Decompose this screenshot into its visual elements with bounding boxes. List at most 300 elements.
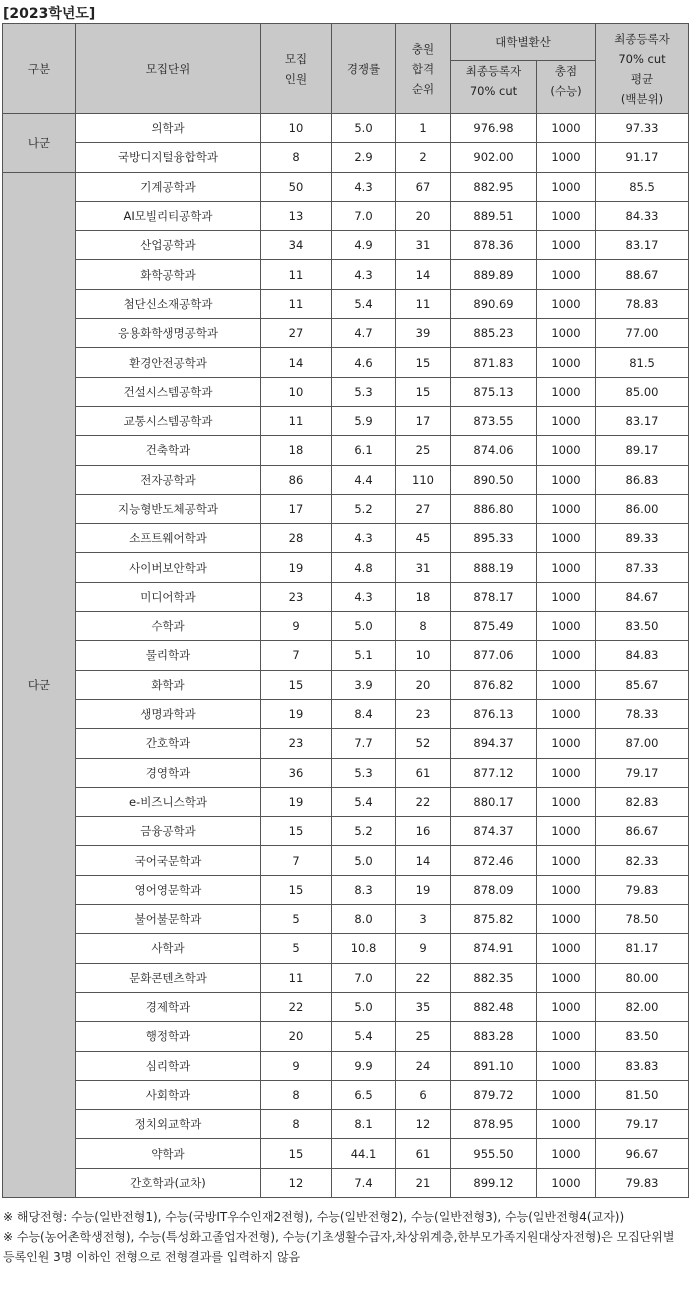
total-cell: 1000 [537,553,596,582]
rank-cell: 14 [396,260,451,289]
cut-cell: 890.50 [451,465,537,494]
rate-cell: 7.0 [332,201,396,230]
quota-cell: 86 [261,465,332,494]
table-row [3,729,689,758]
group-cell: 다군 [3,172,76,1197]
cut-cell: 876.13 [451,699,537,728]
rank-cell: 15 [396,348,451,377]
total-cell: 1000 [537,787,596,816]
cut-cell: 878.36 [451,231,537,260]
header-total: 총점 (수능) [537,61,596,114]
cut-cell: 877.12 [451,758,537,787]
pct-cell: 80.00 [596,963,689,992]
rank-cell: 27 [396,494,451,523]
quota-cell: 18 [261,436,332,465]
rate-cell: 8.4 [332,699,396,728]
cut-cell: 885.23 [451,319,537,348]
rank-cell: 10 [396,641,451,670]
pct-cell: 79.17 [596,758,689,787]
quota-cell: 5 [261,934,332,963]
rank-cell: 16 [396,817,451,846]
rate-cell: 5.2 [332,494,396,523]
quota-cell: 15 [261,817,332,846]
table-row [3,143,689,172]
cut-cell: 874.91 [451,934,537,963]
pct-cell: 77.00 [596,319,689,348]
quota-cell: 5 [261,905,332,934]
quota-cell: 9 [261,1051,332,1080]
unit-cell: 간호학과(교차) [76,1168,261,1197]
rank-cell: 8 [396,612,451,641]
pct-cell: 88.67 [596,260,689,289]
total-cell: 1000 [537,641,596,670]
cut-cell: 875.49 [451,612,537,641]
quota-cell: 8 [261,1080,332,1109]
unit-cell: 정치외교학과 [76,1110,261,1139]
quota-cell: 12 [261,1168,332,1197]
rate-cell: 5.9 [332,406,396,435]
rank-cell: 17 [396,406,451,435]
rank-cell: 24 [396,1051,451,1080]
unit-cell: 화학과 [76,670,261,699]
total-cell: 1000 [537,612,596,641]
pct-cell: 83.83 [596,1051,689,1080]
table-row [3,699,689,728]
quota-cell: 15 [261,1139,332,1168]
pct-cell: 82.00 [596,992,689,1021]
unit-cell: 기계공학과 [76,172,261,201]
cut-cell: 878.09 [451,875,537,904]
table-row [3,465,689,494]
cut-cell: 902.00 [451,143,537,172]
quota-cell: 20 [261,1022,332,1051]
rate-cell: 7.0 [332,963,396,992]
total-cell: 1000 [537,231,596,260]
table-row [3,758,689,787]
total-cell: 1000 [537,963,596,992]
table-row [3,963,689,992]
rank-cell: 20 [396,201,451,230]
quota-cell: 15 [261,670,332,699]
pct-cell: 82.33 [596,846,689,875]
rank-cell: 3 [396,905,451,934]
page-title: [2023학년도] [3,6,96,22]
quota-cell: 7 [261,846,332,875]
cut-cell: 882.35 [451,963,537,992]
quota-cell: 7 [261,641,332,670]
table-row [3,494,689,523]
total-cell: 1000 [537,934,596,963]
rate-cell: 4.4 [332,465,396,494]
total-cell: 1000 [537,348,596,377]
total-cell: 1000 [537,319,596,348]
header-rate: 경쟁률 [332,24,396,114]
unit-cell: 건축학과 [76,436,261,465]
note-1: ※ 해당전형: 수능(일반전형1), 수능(국방IT우수인재2전형), 수능(일반전형2), 수능(일반전형3), 수능(일반전형4(교자)) [3,1210,625,1224]
table-row [3,348,689,377]
quota-cell: 14 [261,348,332,377]
total-cell: 1000 [537,670,596,699]
unit-cell: 산업공학과 [76,231,261,260]
pct-cell: 85.5 [596,172,689,201]
cut-cell: 875.82 [451,905,537,934]
total-cell: 1000 [537,260,596,289]
unit-cell: 환경안전공학과 [76,348,261,377]
cut-cell: 875.13 [451,377,537,406]
pct-cell: 83.50 [596,612,689,641]
rate-cell: 8.0 [332,905,396,934]
rate-cell: 5.3 [332,377,396,406]
quota-cell: 23 [261,729,332,758]
pct-cell: 79.83 [596,1168,689,1197]
rank-cell: 25 [396,1022,451,1051]
quota-cell: 19 [261,553,332,582]
rate-cell: 7.7 [332,729,396,758]
table-row [3,201,689,230]
unit-cell: 사회학과 [76,1080,261,1109]
total-cell: 1000 [537,582,596,611]
unit-cell: 금융공학과 [76,817,261,846]
rate-cell: 3.9 [332,670,396,699]
table-body [3,114,689,1198]
rate-cell: 5.0 [332,612,396,641]
rank-cell: 9 [396,934,451,963]
rank-cell: 11 [396,289,451,318]
pct-cell: 78.50 [596,905,689,934]
unit-cell: e-비즈니스학과 [76,787,261,816]
quota-cell: 22 [261,992,332,1021]
table-row [3,172,689,201]
rate-cell: 5.4 [332,1022,396,1051]
rate-cell: 4.3 [332,582,396,611]
pct-cell: 84.67 [596,582,689,611]
total-cell: 1000 [537,114,596,143]
unit-cell: 의학과 [76,114,261,143]
table-row [3,406,689,435]
rate-cell: 6.5 [332,1080,396,1109]
total-cell: 1000 [537,494,596,523]
table-row [3,1139,689,1168]
total-cell: 1000 [537,1110,596,1139]
rate-cell: 7.4 [332,1168,396,1197]
cut-cell: 899.12 [451,1168,537,1197]
unit-cell: 영어영문학과 [76,875,261,904]
rank-cell: 21 [396,1168,451,1197]
quota-cell: 11 [261,260,332,289]
table-row [3,905,689,934]
total-cell: 1000 [537,758,596,787]
quota-cell: 11 [261,963,332,992]
unit-cell: 문화콘텐츠학과 [76,963,261,992]
pct-cell: 81.50 [596,1080,689,1109]
total-cell: 1000 [537,289,596,318]
rank-cell: 6 [396,1080,451,1109]
total-cell: 1000 [537,1051,596,1080]
rate-cell: 4.3 [332,260,396,289]
table-row [3,114,689,143]
rank-cell: 22 [396,963,451,992]
cut-cell: 955.50 [451,1139,537,1168]
quota-cell: 8 [261,143,332,172]
rank-cell: 1 [396,114,451,143]
rate-cell: 10.8 [332,934,396,963]
unit-cell: 건설시스템공학과 [76,377,261,406]
cut-cell: 891.10 [451,1051,537,1080]
pct-cell: 97.33 [596,114,689,143]
cut-cell: 976.98 [451,114,537,143]
notes [3,1207,689,1267]
table-row [3,934,689,963]
rate-cell: 5.0 [332,114,396,143]
header-final: 최종등록자 70% cut 평균 (백분위) [596,24,689,114]
unit-cell: 행정학과 [76,1022,261,1051]
total-cell: 1000 [537,992,596,1021]
header-conversion: 대학별환산 [451,24,596,61]
quota-cell: 36 [261,758,332,787]
total-cell: 1000 [537,846,596,875]
total-cell: 1000 [537,1139,596,1168]
table-row [3,1110,689,1139]
rate-cell: 5.4 [332,787,396,816]
table-row [3,612,689,641]
cut-cell: 874.37 [451,817,537,846]
rank-cell: 31 [396,553,451,582]
pct-cell: 96.67 [596,1139,689,1168]
cut-cell: 872.46 [451,846,537,875]
unit-cell: 물리학과 [76,641,261,670]
unit-cell: 간호학과 [76,729,261,758]
total-cell: 1000 [537,875,596,904]
cut-cell: 876.82 [451,670,537,699]
unit-cell: 소프트웨어학과 [76,524,261,553]
table-row [3,524,689,553]
quota-cell: 13 [261,201,332,230]
table-row [3,641,689,670]
quota-cell: 34 [261,231,332,260]
unit-cell: 국어국문학과 [76,846,261,875]
unit-cell: 화학공학과 [76,260,261,289]
unit-cell: 국방디지털융합학과 [76,143,261,172]
rank-cell: 14 [396,846,451,875]
quota-cell: 19 [261,787,332,816]
admission-results-table [2,23,689,1198]
cut-cell: 878.17 [451,582,537,611]
rank-cell: 2 [396,143,451,172]
unit-cell: 사이버보안학과 [76,553,261,582]
total-cell: 1000 [537,817,596,846]
table-row [3,846,689,875]
rate-cell: 5.0 [332,992,396,1021]
cut-cell: 889.89 [451,260,537,289]
pct-cell: 84.33 [596,201,689,230]
rank-cell: 19 [396,875,451,904]
table-row [3,231,689,260]
total-cell: 1000 [537,406,596,435]
total-cell: 1000 [537,699,596,728]
rate-cell: 5.2 [332,817,396,846]
unit-cell: 경영학과 [76,758,261,787]
pct-cell: 89.17 [596,436,689,465]
total-cell: 1000 [537,201,596,230]
total-cell: 1000 [537,465,596,494]
unit-cell: AI모빌리티공학과 [76,201,261,230]
cut-cell: 882.48 [451,992,537,1021]
table-row [3,817,689,846]
rate-cell: 5.4 [332,289,396,318]
unit-cell: 지능형반도체공학과 [76,494,261,523]
rate-cell: 2.9 [332,143,396,172]
cut-cell: 886.80 [451,494,537,523]
cut-cell: 889.51 [451,201,537,230]
rate-cell: 5.0 [332,846,396,875]
rank-cell: 39 [396,319,451,348]
cut-cell: 871.83 [451,348,537,377]
pct-cell: 78.33 [596,699,689,728]
unit-cell: 첨단신소재공학과 [76,289,261,318]
table-row [3,787,689,816]
total-cell: 1000 [537,377,596,406]
group-cell: 나군 [3,114,76,173]
total-cell: 1000 [537,1080,596,1109]
rank-cell: 110 [396,465,451,494]
total-cell: 1000 [537,172,596,201]
table-row [3,1022,689,1051]
rate-cell: 4.9 [332,231,396,260]
quota-cell: 19 [261,699,332,728]
rank-cell: 12 [396,1110,451,1139]
rate-cell: 4.8 [332,553,396,582]
total-cell: 1000 [537,436,596,465]
pct-cell: 86.67 [596,817,689,846]
rank-cell: 45 [396,524,451,553]
rank-cell: 22 [396,787,451,816]
pct-cell: 78.83 [596,289,689,318]
table-row [3,582,689,611]
unit-cell: 응용화학생명공학과 [76,319,261,348]
unit-cell: 심리학과 [76,1051,261,1080]
pct-cell: 87.00 [596,729,689,758]
rank-cell: 61 [396,758,451,787]
pct-cell: 83.17 [596,406,689,435]
rank-cell: 61 [396,1139,451,1168]
quota-cell: 8 [261,1110,332,1139]
rate-cell: 4.7 [332,319,396,348]
pct-cell: 82.83 [596,787,689,816]
total-cell: 1000 [537,143,596,172]
rank-cell: 31 [396,231,451,260]
rank-cell: 15 [396,377,451,406]
total-cell: 1000 [537,905,596,934]
table-row [3,553,689,582]
pct-cell: 79.17 [596,1110,689,1139]
header-quota: 모집 인원 [261,24,332,114]
header-group: 구분 [3,24,76,114]
rank-cell: 23 [396,699,451,728]
pct-cell: 83.50 [596,1022,689,1051]
cut-cell: 882.95 [451,172,537,201]
table-row [3,1168,689,1197]
note-2: ※ 수능(농어촌학생전형), 수능(특성화고졸업자전형), 수능(기초생활수급자,차상위계층,한부모가족지원대상자전형)은 모집단위별 등록인원 3명 이하인 전형으로 전형결과를 입력하지 않음 [3,1230,675,1264]
cut-cell: 888.19 [451,553,537,582]
rank-cell: 25 [396,436,451,465]
total-cell: 1000 [537,524,596,553]
header-rank: 충원 합격 순위 [396,24,451,114]
cut-cell: 895.33 [451,524,537,553]
pct-cell: 85.00 [596,377,689,406]
rank-cell: 20 [396,670,451,699]
rate-cell: 44.1 [332,1139,396,1168]
unit-cell: 수학과 [76,612,261,641]
rate-cell: 8.1 [332,1110,396,1139]
pct-cell: 87.33 [596,553,689,582]
rank-cell: 52 [396,729,451,758]
cut-cell: 874.06 [451,436,537,465]
table-row [3,1051,689,1080]
unit-cell: 미디어학과 [76,582,261,611]
unit-cell: 약학과 [76,1139,261,1168]
cut-cell: 883.28 [451,1022,537,1051]
table-row [3,670,689,699]
total-cell: 1000 [537,1168,596,1197]
table-row [3,260,689,289]
pct-cell: 81.17 [596,934,689,963]
rate-cell: 5.3 [332,758,396,787]
cut-cell: 873.55 [451,406,537,435]
table-row [3,289,689,318]
quota-cell: 23 [261,582,332,611]
rank-cell: 35 [396,992,451,1021]
quota-cell: 50 [261,172,332,201]
rank-cell: 67 [396,172,451,201]
quota-cell: 28 [261,524,332,553]
cut-cell: 877.06 [451,641,537,670]
rate-cell: 4.3 [332,172,396,201]
rate-cell: 6.1 [332,436,396,465]
table-row [3,319,689,348]
cut-cell: 894.37 [451,729,537,758]
pct-cell: 86.00 [596,494,689,523]
total-cell: 1000 [537,729,596,758]
quota-cell: 27 [261,319,332,348]
quota-cell: 11 [261,406,332,435]
unit-cell: 교통시스템공학과 [76,406,261,435]
unit-cell: 생명과학과 [76,699,261,728]
rate-cell: 5.1 [332,641,396,670]
table-row [3,436,689,465]
cut-cell: 878.95 [451,1110,537,1139]
unit-cell: 경제학과 [76,992,261,1021]
header-conv-cut: 최종등록자 70% cut [451,61,537,114]
cut-cell: 890.69 [451,289,537,318]
quota-cell: 11 [261,289,332,318]
cut-cell: 879.72 [451,1080,537,1109]
quota-cell: 10 [261,114,332,143]
quota-cell: 9 [261,612,332,641]
total-cell: 1000 [537,1022,596,1051]
quota-cell: 17 [261,494,332,523]
header-unit: 모집단위 [76,24,261,114]
unit-cell: 사학과 [76,934,261,963]
pct-cell: 86.83 [596,465,689,494]
pct-cell: 89.33 [596,524,689,553]
rate-cell: 8.3 [332,875,396,904]
table-row [3,1080,689,1109]
rate-cell: 4.3 [332,524,396,553]
table-row [3,875,689,904]
pct-cell: 83.17 [596,231,689,260]
pct-cell: 81.5 [596,348,689,377]
rate-cell: 4.6 [332,348,396,377]
